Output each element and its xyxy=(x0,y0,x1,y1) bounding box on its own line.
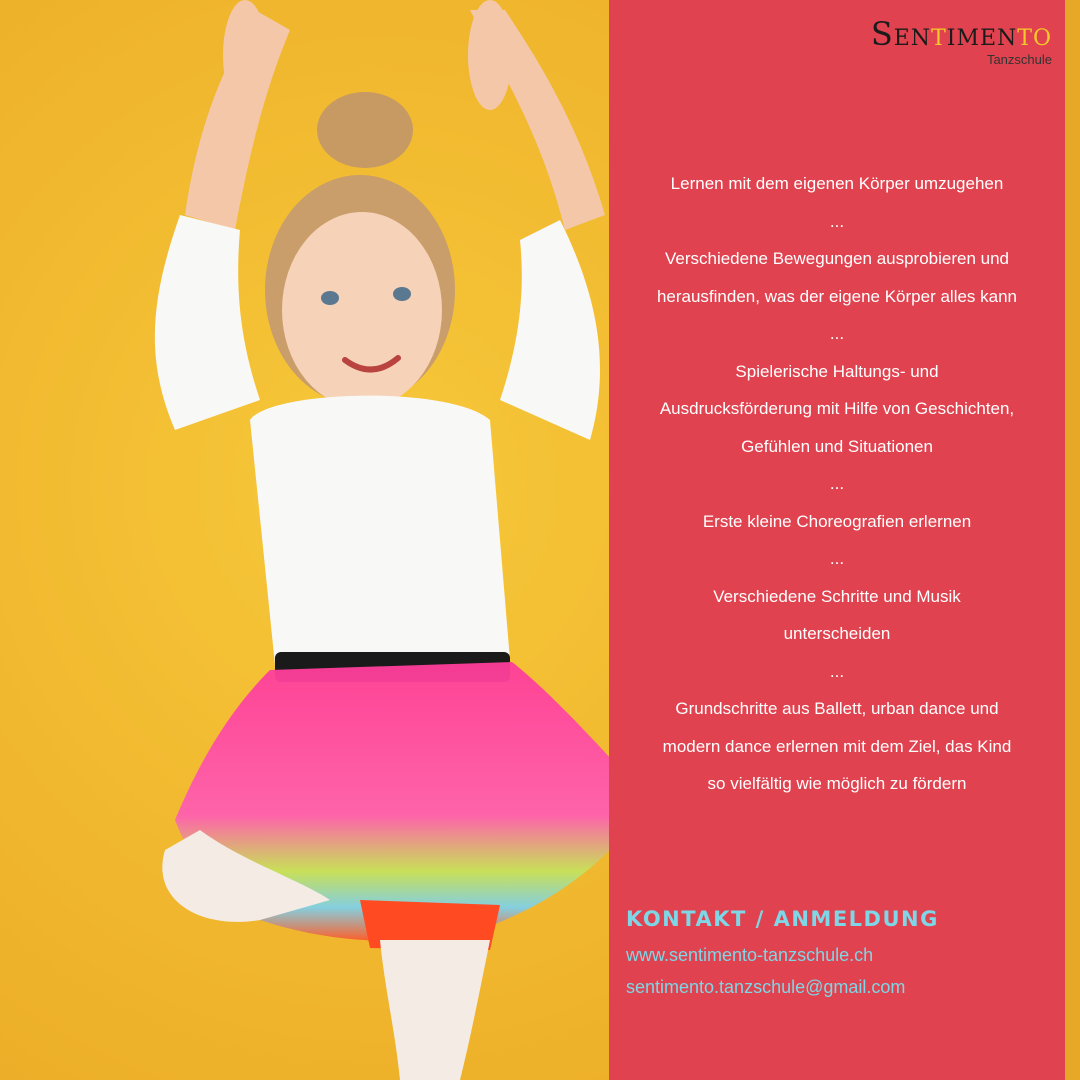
benefit-line: Lernen mit dem eigenen Körper umzugehen xyxy=(670,174,1004,193)
benefit-line: Gefühlen und Situationen xyxy=(741,436,933,456)
benefit-line: Erste kleine Choreografien erlernen xyxy=(702,511,972,531)
email-link[interactable]: sentimento.tanzschule@gmail.com xyxy=(626,977,906,997)
benefit-line: Grundschritte aus Ballett, urban dance und xyxy=(675,699,999,718)
separator-dots: ... xyxy=(829,474,845,493)
benefit-line: Verschiedene Schritte und Musik xyxy=(713,586,961,606)
right-edge-stripe xyxy=(1065,0,1080,1080)
benefit-line: Verschiedene Bewegungen ausprobieren und xyxy=(664,249,1010,268)
contact-section xyxy=(626,903,939,1003)
benefit-line: Ausdrucksförderung mit Hilfe von Geschichten, xyxy=(659,399,1015,418)
sentimento-logo xyxy=(870,15,1052,67)
benefit-line: herausfinden, was der eigene Körper alles kann xyxy=(656,286,1018,306)
separator-dots: ... xyxy=(829,661,845,681)
logo-subtitle: Tanzschule xyxy=(986,52,1052,67)
course-benefits-list xyxy=(630,165,1044,803)
logo-wordmark: Sentimento xyxy=(870,15,1052,53)
separator-dots: ... xyxy=(829,324,845,343)
benefit-line: modern dance erlernen mit dem Ziel, das Kind xyxy=(662,736,1012,756)
contact-heading: KONTAKT / ANMELDUNG xyxy=(626,907,939,931)
separator-dots: ... xyxy=(829,549,845,568)
website-link[interactable]: www.sentimento-tanzschule.ch xyxy=(626,945,874,965)
benefit-line: so vielfältig wie möglich zu fördern xyxy=(707,774,967,793)
benefit-line: Spielerische Haltungs- und xyxy=(735,361,939,381)
benefit-line: unterscheiden xyxy=(783,624,891,643)
separator-dots: ... xyxy=(829,211,845,231)
